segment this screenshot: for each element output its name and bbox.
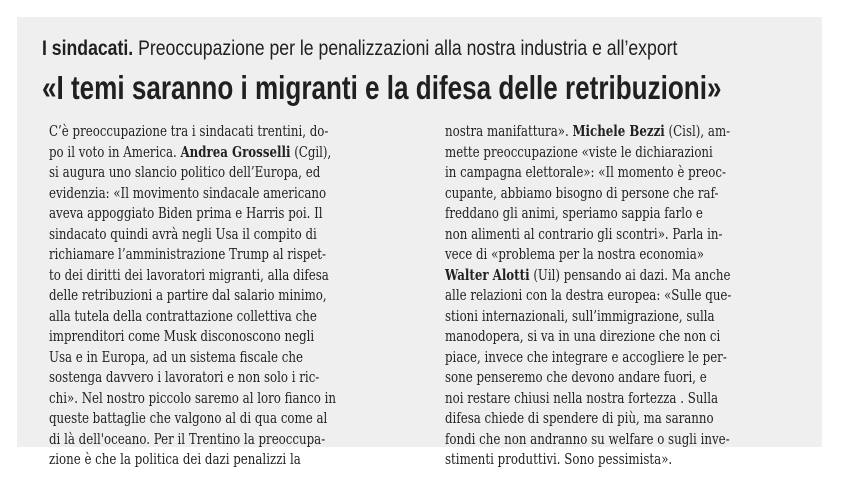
- newspaper-clipping: [17, 17, 822, 468]
- text-line: [445, 388, 731, 409]
- kicker-text: Preoccupazione per le penalizzazioni alla nostra industria e all’export: [138, 37, 678, 60]
- text-line: [49, 162, 336, 183]
- text-line: [49, 449, 336, 470]
- text-line: [445, 121, 731, 142]
- line-text: piace, invece che integrare e accogliere le per-: [445, 347, 727, 366]
- line-text: mette preoccupazione «viste le dichiarazioni: [445, 142, 713, 161]
- line-text-rest: (Cgil),: [290, 142, 332, 161]
- text-line: [445, 285, 731, 306]
- person-name: Andrea Grosselli: [180, 142, 291, 161]
- text-line: [445, 203, 731, 224]
- line-text: to dei diritti dei lavoratori migranti, alla difesa: [49, 265, 329, 284]
- text-line: [49, 326, 336, 347]
- text-line: [445, 326, 731, 347]
- text-line: [445, 306, 731, 327]
- text-line: [49, 408, 336, 429]
- text-line: [49, 265, 336, 286]
- line-text: alla tutela della contrattazione collettiva che: [49, 306, 317, 325]
- text-line: [445, 347, 731, 368]
- line-text: queste battaglie che valgono al di qua come al: [49, 409, 328, 427]
- line-text: delle retribuzioni a partire dal salario minimo,: [49, 286, 327, 304]
- line-text: richiamare l’amministrazione Trump al rispet-: [49, 245, 327, 263]
- person-name: Michele Bezzi: [572, 122, 665, 140]
- text-line: [445, 367, 731, 388]
- text-line: [49, 244, 336, 265]
- text-line: [445, 142, 731, 163]
- line-text: stimenti produttivi. Sono pessimista».: [445, 450, 673, 468]
- kicker: [42, 37, 689, 61]
- line-text: chi». Nel nostro piccolo saremo al loro fianco in: [49, 388, 336, 407]
- line-text: si augura uno slancio politico dell’Europa, ed: [49, 163, 321, 181]
- text-line: [49, 306, 336, 327]
- line-text: in campagna elettorale»: «Il momento è preoc-: [445, 163, 726, 181]
- line-text: di là dell'oceano. Per il Trentino la preoccupa-: [49, 429, 326, 448]
- text-line: [445, 449, 731, 470]
- line-text: difesa chiede di spendere di più, ma saranno: [445, 409, 714, 427]
- text-line: [445, 162, 731, 183]
- line-text: sindacato quindi avrà negli Usa il compito di: [49, 224, 317, 243]
- line-text: imprenditori come Musk disconoscono negli: [49, 327, 315, 345]
- line-text: fondi che non andranno su welfare o sugli inve-: [445, 429, 730, 448]
- person-name: Walter Alotti: [445, 265, 530, 284]
- line-text: Usa e in Europa, ad un sistema fiscale che: [49, 347, 303, 366]
- headline: «I temi saranno i migranti e la difesa delle retribuzioni»: [42, 69, 722, 106]
- article-column-left: [49, 121, 414, 470]
- line-text: noi restare chiusi nella nostra fortezza . Sulla: [445, 388, 719, 407]
- text-line: [49, 121, 336, 142]
- line-text: aveva appoggiato Biden prima e Harris poi. Il: [49, 204, 323, 222]
- text-line: [49, 388, 336, 409]
- line-text: vece di «problema per la nostra economia»: [445, 245, 705, 263]
- text-line: [445, 224, 731, 245]
- line-text: sostenga davvero i lavoratori e non solo i ric-: [49, 368, 320, 386]
- line-text: freddano gli animi, speriamo sappia farlo e: [445, 204, 703, 222]
- line-text: C’è preoccupazione tra i sindacati trentini, do-: [49, 122, 329, 140]
- line-text: zione è che la politica dei dazi penalizzi la: [49, 450, 301, 468]
- line-text: stioni internazionali, sull’immigrazione, sulla: [445, 306, 715, 325]
- line-text: non alimenti al contrario gli scontri». Parla in-: [445, 224, 723, 243]
- text-line: [445, 244, 731, 265]
- text-line: [49, 203, 336, 224]
- text-line: [49, 224, 336, 245]
- line-text: manodopera, si va in una direzione che non ci: [445, 327, 721, 345]
- text-line: [49, 429, 336, 450]
- line-text-rest: (Cisl), am-: [664, 122, 731, 140]
- line-text: cupante, abbiamo bisogno di persone che raf-: [445, 183, 719, 202]
- text-line: [49, 142, 336, 163]
- text-line: [445, 408, 731, 429]
- line-text-rest: (Uil) pensando ai dazi. Ma anche: [529, 265, 731, 284]
- line-text: evidenzia: «Il movimento sindacale americano: [49, 183, 327, 202]
- text-line: [49, 347, 336, 368]
- text-line: [49, 285, 336, 306]
- line-text: po il voto in America.: [49, 142, 181, 161]
- text-line: [49, 367, 336, 388]
- text-line: [445, 265, 731, 286]
- text-line: [445, 183, 731, 204]
- text-line: [49, 183, 336, 204]
- article-column-right: [445, 121, 809, 470]
- line-text: alle relazioni con la destra europea: «Sulle que-: [445, 286, 732, 304]
- text-line: [445, 429, 731, 450]
- line-text: nostra manifattura».: [445, 122, 573, 140]
- kicker-label: I sindacati.: [42, 37, 134, 60]
- line-text: sone penseremo che devono andare fuori, e: [445, 368, 707, 386]
